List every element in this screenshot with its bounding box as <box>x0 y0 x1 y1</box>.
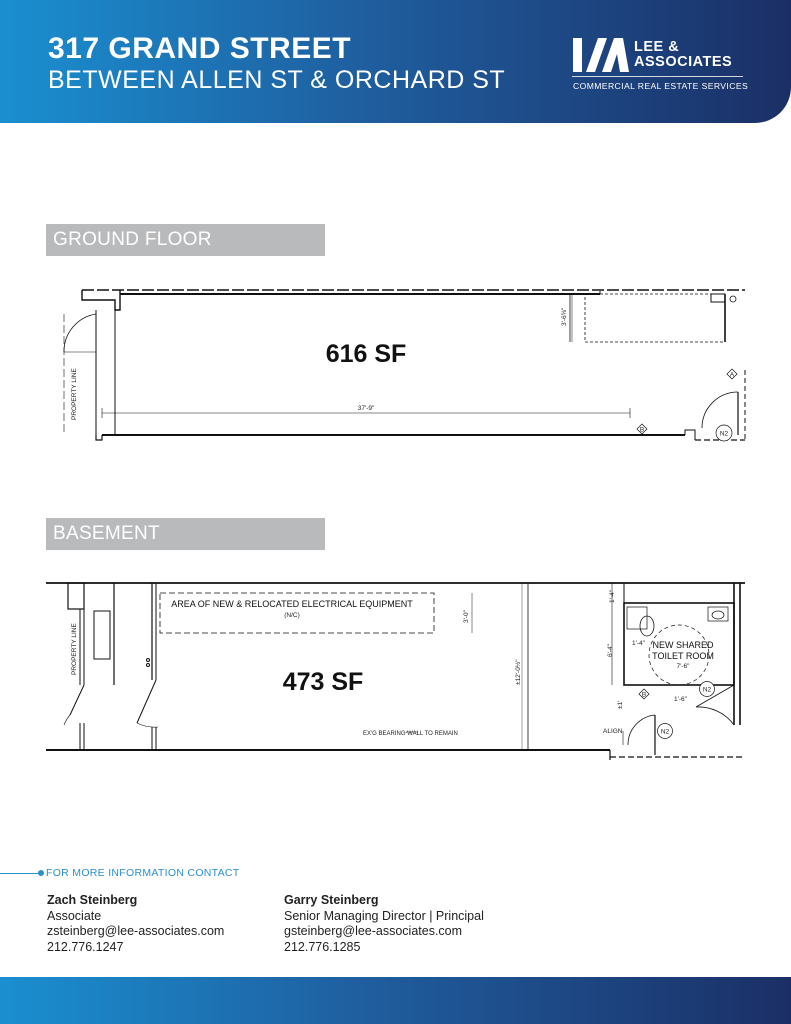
page-title: 317 GRAND STREET <box>48 32 352 65</box>
basement-plan <box>40 575 760 770</box>
electrical-note-sub: (N/C) <box>284 612 300 619</box>
ground-floor-label: GROUND FLOOR <box>46 224 325 256</box>
header-banner <box>0 0 791 123</box>
logo-line-2: ASSOCIATES <box>634 54 733 70</box>
basement-tag-b <box>639 689 649 699</box>
basement-area: 473 SF <box>282 668 364 696</box>
logo-divider <box>572 76 743 77</box>
contact-email[interactable]: zsteinberg@lee-associates.com <box>47 924 225 938</box>
contact-email[interactable]: gsteinberg@lee-associates.com <box>284 924 463 938</box>
contact-card <box>47 893 224 955</box>
svg-text:B: B <box>641 691 647 699</box>
ground-floor-area: 616 SF <box>325 340 407 368</box>
contact-title: Senior Managing Director | Principal <box>284 908 484 923</box>
bearing-wall-note: EX'G BEARING WALL TO REMAIN <box>363 731 458 737</box>
contact-name: Zach Steinberg <box>47 893 138 907</box>
svg-text:N2: N2 <box>702 686 712 694</box>
basement-property-line: PROPERTY LINE <box>71 623 78 675</box>
svg-text:B: B <box>639 426 645 434</box>
logo-line-1: LEE & <box>634 39 680 55</box>
toilet-room-line-2: TOILET ROOM <box>652 651 714 661</box>
dim-left: 6'-4" <box>607 644 614 657</box>
dim-bottom: 1'-6" <box>674 696 687 703</box>
basement-label: BASEMENT <box>46 518 325 550</box>
svg-text:N2: N2 <box>660 728 670 736</box>
electrical-dim: 3'-0" <box>463 610 470 623</box>
svg-text:N2: N2 <box>719 430 729 438</box>
ground-floor-plan <box>40 280 760 450</box>
ground-floor-drawing <box>40 280 760 450</box>
footer-banner <box>0 977 791 1024</box>
dim-inner: 1'-4" <box>632 640 645 647</box>
ground-floor-length-dim: 37'-9" <box>357 405 375 412</box>
contact-rule <box>0 873 42 874</box>
contact-phone[interactable]: 212.776.1285 <box>284 939 361 954</box>
logo-mark-icon <box>572 38 630 72</box>
basement-width-dim: ±12'-0½" <box>515 659 522 685</box>
svg-text:A: A <box>729 371 735 379</box>
lee-associates-logo <box>572 38 752 98</box>
basement-door-tag-2 <box>658 724 673 739</box>
page-subtitle: BETWEEN ALLEN ST & ORCHARD ST <box>48 66 506 94</box>
contact-bullet-icon <box>38 870 44 876</box>
contact-name: Garry Steinberg <box>284 893 379 907</box>
ground-floor-side-dim: 3'-6⅝" <box>561 307 568 326</box>
contact-heading: FOR MORE INFORMATION CONTACT <box>46 867 240 879</box>
toilet-room-dim: 7'-6" <box>676 663 690 670</box>
logo-wordmark <box>634 40 732 70</box>
ground-floor-door-tag <box>716 425 732 441</box>
dim-top: 1'-4" <box>609 590 616 603</box>
toilet-room-line-1: NEW SHARED <box>652 640 714 650</box>
align-note: ALIGN <box>603 728 623 735</box>
basement-drawing <box>40 575 760 770</box>
contact-card <box>284 893 484 955</box>
contact-phone[interactable]: 212.776.1247 <box>47 939 124 954</box>
ground-floor-tag-a <box>727 369 737 379</box>
basement-door-tag-1 <box>700 682 715 697</box>
ground-floor-tag-b <box>637 424 647 434</box>
contact-title: Associate <box>47 908 102 923</box>
dim-small: ±1' <box>617 700 624 709</box>
ground-floor-property-line: PROPERTY LINE <box>71 368 78 420</box>
electrical-note: AREA OF NEW & RELOCATED ELECTRICAL EQUIPMENT <box>171 599 413 609</box>
logo-tagline: COMMERCIAL REAL ESTATE SERVICES <box>573 81 749 91</box>
